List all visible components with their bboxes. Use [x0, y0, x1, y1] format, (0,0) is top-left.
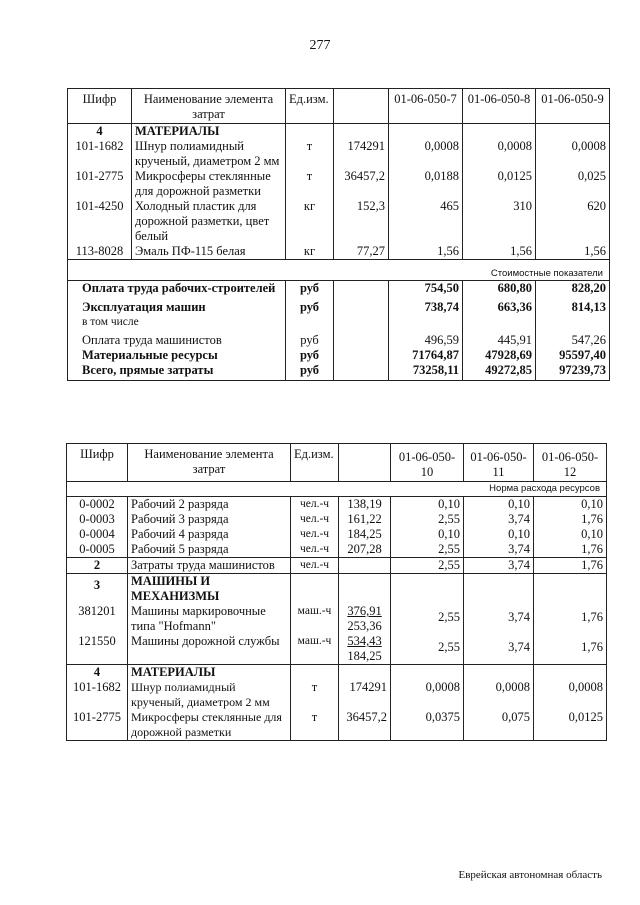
- row-value-3: 0,0125: [534, 710, 607, 741]
- resource-table-1: [67, 88, 610, 381]
- cost-row: [68, 296, 610, 315]
- row-code: 121550: [67, 634, 128, 665]
- row-value-3: 0,10: [534, 497, 607, 513]
- row-unit: т: [286, 139, 334, 169]
- table-row: [67, 680, 607, 710]
- row-name: Машины маркировочные типа "Hofmann": [128, 604, 291, 634]
- header-price: [334, 89, 389, 124]
- row-code: 101-2775: [67, 710, 128, 741]
- row-unit: чел.-ч: [291, 527, 339, 542]
- section-code: 3: [67, 574, 128, 605]
- row-name: Шнур полиамидный крученый, диаметром 2 мм: [132, 139, 286, 169]
- row-name: Рабочий 3 разряда: [128, 512, 291, 527]
- table-row: [67, 542, 607, 558]
- row-price: 174291: [339, 680, 391, 710]
- cost-value-1: 71764,87: [389, 348, 463, 363]
- row-code: 381201: [67, 604, 128, 634]
- row-value-1: 0,0008: [389, 139, 463, 169]
- row-code: 0-0003: [67, 512, 128, 527]
- row-value-1: 465: [389, 199, 463, 244]
- table-row: [68, 169, 610, 199]
- cost-unit: руб: [286, 363, 334, 381]
- row-price: [339, 634, 391, 665]
- row-unit: чел.-ч: [291, 558, 339, 574]
- cost-value-2: 663,36: [463, 296, 536, 315]
- table-row: [67, 497, 607, 513]
- row-unit: кг: [286, 244, 334, 260]
- cost-row: [68, 348, 610, 363]
- row-price: [339, 604, 391, 634]
- row-value-2: 3,74: [464, 512, 534, 527]
- price-top: 376,91: [347, 604, 382, 618]
- row-name: Эмаль ПФ-115 белая: [132, 244, 286, 260]
- table-row: [68, 199, 610, 244]
- section-title: МАТЕРИАЛЫ: [128, 665, 291, 681]
- row-name: Рабочий 2 разряда: [128, 497, 291, 513]
- row-value-3: 620: [536, 199, 610, 244]
- price-bottom: 184,25: [347, 649, 382, 663]
- cost-name: Всего, прямые затраты: [68, 363, 286, 381]
- row-price: 161,22: [339, 512, 391, 527]
- header-name: Наименование элемента затрат: [128, 444, 291, 482]
- row-name: Затраты труда машинистов: [128, 558, 291, 574]
- cost-value-1: 73258,11: [389, 363, 463, 381]
- table-row: [67, 527, 607, 542]
- header-code: Шифр: [68, 89, 132, 124]
- header-col-12: 01-06-050-12: [534, 444, 607, 482]
- header-unit: Ед.изм.: [291, 444, 339, 482]
- row-unit: чел.-ч: [291, 512, 339, 527]
- row-value-1: 0,10: [391, 497, 464, 513]
- row-price: 36457,2: [334, 169, 389, 199]
- row-value-2: 3,74: [464, 558, 534, 574]
- row-name: Рабочий 4 разряда: [128, 527, 291, 542]
- header-col-9: 01-06-050-9: [536, 89, 610, 124]
- cost-value-3: 95597,40: [536, 348, 610, 363]
- header-col-11: 01-06-050-11: [464, 444, 534, 482]
- price-top: 534,43: [347, 634, 382, 648]
- cost-name: Оплата труда рабочих-строителей: [68, 281, 286, 297]
- row-name: Микросферы стеклянные для дорожной разметки: [128, 710, 291, 741]
- cost-value-2: 445,91: [463, 330, 536, 348]
- cost-value-2: 680,80: [463, 281, 536, 297]
- section-title: МАТЕРИАЛЫ: [132, 124, 286, 140]
- header-col-8: 01-06-050-8: [463, 89, 536, 124]
- cost-name: Оплата труда машинистов: [68, 330, 286, 348]
- row-value-2: 0,10: [464, 527, 534, 542]
- row-value-3: 0,0008: [534, 680, 607, 710]
- table-header-row: [67, 444, 607, 482]
- cost-name: в том числе: [68, 315, 286, 330]
- row-value-1: 2,55: [391, 604, 464, 634]
- row-code: 0-0005: [67, 542, 128, 558]
- row-code: 2: [67, 558, 128, 574]
- section-code: 4: [68, 124, 132, 140]
- row-value-3: 0,10: [534, 527, 607, 542]
- header-col-7: 01-06-050-7: [389, 89, 463, 124]
- row-value-2: 3,74: [464, 634, 534, 665]
- row-value-2: 1,56: [463, 244, 536, 260]
- row-name: Холодный пластик для дорожной разметки, цвет белый: [132, 199, 286, 244]
- header-col-10: 01-06-050-10: [391, 444, 464, 482]
- section-row-materials: [68, 124, 610, 140]
- table-row: [67, 710, 607, 741]
- header-price: [339, 444, 391, 482]
- table-row: [67, 512, 607, 527]
- row-value-3: 1,76: [534, 558, 607, 574]
- machinists-row: [67, 558, 607, 574]
- cost-row: [68, 281, 610, 297]
- resource-table-2: [66, 443, 607, 741]
- row-value-1: 2,55: [391, 542, 464, 558]
- row-value-1: 0,10: [391, 527, 464, 542]
- row-value-2: 0,075: [464, 710, 534, 741]
- row-value-3: 0,0008: [536, 139, 610, 169]
- cost-row: [68, 315, 610, 330]
- section-row-machines: [67, 574, 607, 605]
- header-unit: Ед.изм.: [286, 89, 334, 124]
- row-value-3: 1,76: [534, 542, 607, 558]
- cost-value-1: 738,74: [389, 296, 463, 315]
- cost-unit: руб: [286, 330, 334, 348]
- cost-unit: руб: [286, 348, 334, 363]
- row-value-2: 3,74: [464, 542, 534, 558]
- row-value-1: 0,0008: [391, 680, 464, 710]
- row-name: Машины дорожной службы: [128, 634, 291, 665]
- row-value-2: 310: [463, 199, 536, 244]
- cost-value-1: 754,50: [389, 281, 463, 297]
- cost-section-label: Стоимостные показатели: [68, 260, 610, 281]
- cost-section-band: [68, 260, 610, 281]
- row-value-2: 0,0008: [463, 139, 536, 169]
- row-code: 101-1682: [67, 680, 128, 710]
- cost-value-2: 49272,85: [463, 363, 536, 381]
- table-row: [68, 139, 610, 169]
- row-code: 113-8028: [68, 244, 132, 260]
- row-code: 101-1682: [68, 139, 132, 169]
- row-value-3: 1,76: [534, 604, 607, 634]
- cost-value-3: 97239,73: [536, 363, 610, 381]
- table-row: [67, 604, 607, 634]
- cost-name: Эксплуатация машин: [68, 296, 286, 315]
- cost-unit: руб: [286, 281, 334, 297]
- row-value-1: 2,55: [391, 558, 464, 574]
- cost-value-3: 547,26: [536, 330, 610, 348]
- section-row-materials: [67, 665, 607, 681]
- row-price: 77,27: [334, 244, 389, 260]
- row-value-1: 1,56: [389, 244, 463, 260]
- row-name: Шнур полиамидный крученый, диаметром 2 мм: [128, 680, 291, 710]
- cost-row-total: [68, 363, 610, 381]
- section-code: 4: [67, 665, 128, 681]
- cost-unit: руб: [286, 296, 334, 315]
- page-number: 277: [309, 38, 331, 53]
- row-unit: чел.-ч: [291, 497, 339, 513]
- row-code: 101-2775: [68, 169, 132, 199]
- cost-name: Материальные ресурсы: [68, 348, 286, 363]
- row-price: 138,19: [339, 497, 391, 513]
- cost-value-3: 814,13: [536, 296, 610, 315]
- cost-row: [68, 330, 610, 348]
- table-row: [68, 244, 610, 260]
- row-unit: кг: [286, 199, 334, 244]
- row-code: 0-0002: [67, 497, 128, 513]
- row-price: 174291: [334, 139, 389, 169]
- row-name: Микросферы стеклянные для дорожной разметки: [132, 169, 286, 199]
- norm-section-label: Норма расхода ресурсов: [67, 482, 607, 497]
- price-bottom: 253,36: [347, 619, 382, 633]
- row-value-1: 0,0188: [389, 169, 463, 199]
- row-value-1: 0,0375: [391, 710, 464, 741]
- row-value-3: 0,025: [536, 169, 610, 199]
- row-unit: маш.-ч: [291, 634, 339, 665]
- table-header-row: [68, 89, 610, 124]
- table-row: [67, 634, 607, 665]
- cost-value-2: 47928,69: [463, 348, 536, 363]
- row-value-2: 3,74: [464, 604, 534, 634]
- section-title: МАШИНЫ И МЕХАНИЗМЫ: [128, 574, 291, 605]
- row-price: 207,28: [339, 542, 391, 558]
- row-value-1: 2,55: [391, 512, 464, 527]
- header-name: Наименование элемента затрат: [132, 89, 286, 124]
- row-name: Рабочий 5 разряда: [128, 542, 291, 558]
- cost-value-3: 828,20: [536, 281, 610, 297]
- row-value-1: 2,55: [391, 634, 464, 665]
- row-unit: маш.-ч: [291, 604, 339, 634]
- row-value-3: 1,76: [534, 512, 607, 527]
- row-unit: т: [291, 680, 339, 710]
- row-value-2: 0,0008: [464, 680, 534, 710]
- row-price: 152,3: [334, 199, 389, 244]
- row-price: 36457,2: [339, 710, 391, 741]
- row-price: 184,25: [339, 527, 391, 542]
- norm-section-band: [67, 482, 607, 497]
- row-value-3: 1,76: [534, 634, 607, 665]
- footer-region-name: Еврейская автономная область: [458, 869, 602, 881]
- row-code: 101-4250: [68, 199, 132, 244]
- row-value-2: 0,10: [464, 497, 534, 513]
- cost-value-1: 496,59: [389, 330, 463, 348]
- row-value-2: 0,0125: [463, 169, 536, 199]
- row-unit: т: [286, 169, 334, 199]
- row-code: 0-0004: [67, 527, 128, 542]
- header-code: Шифр: [67, 444, 128, 482]
- row-unit: чел.-ч: [291, 542, 339, 558]
- row-unit: т: [291, 710, 339, 741]
- row-value-3: 1,56: [536, 244, 610, 260]
